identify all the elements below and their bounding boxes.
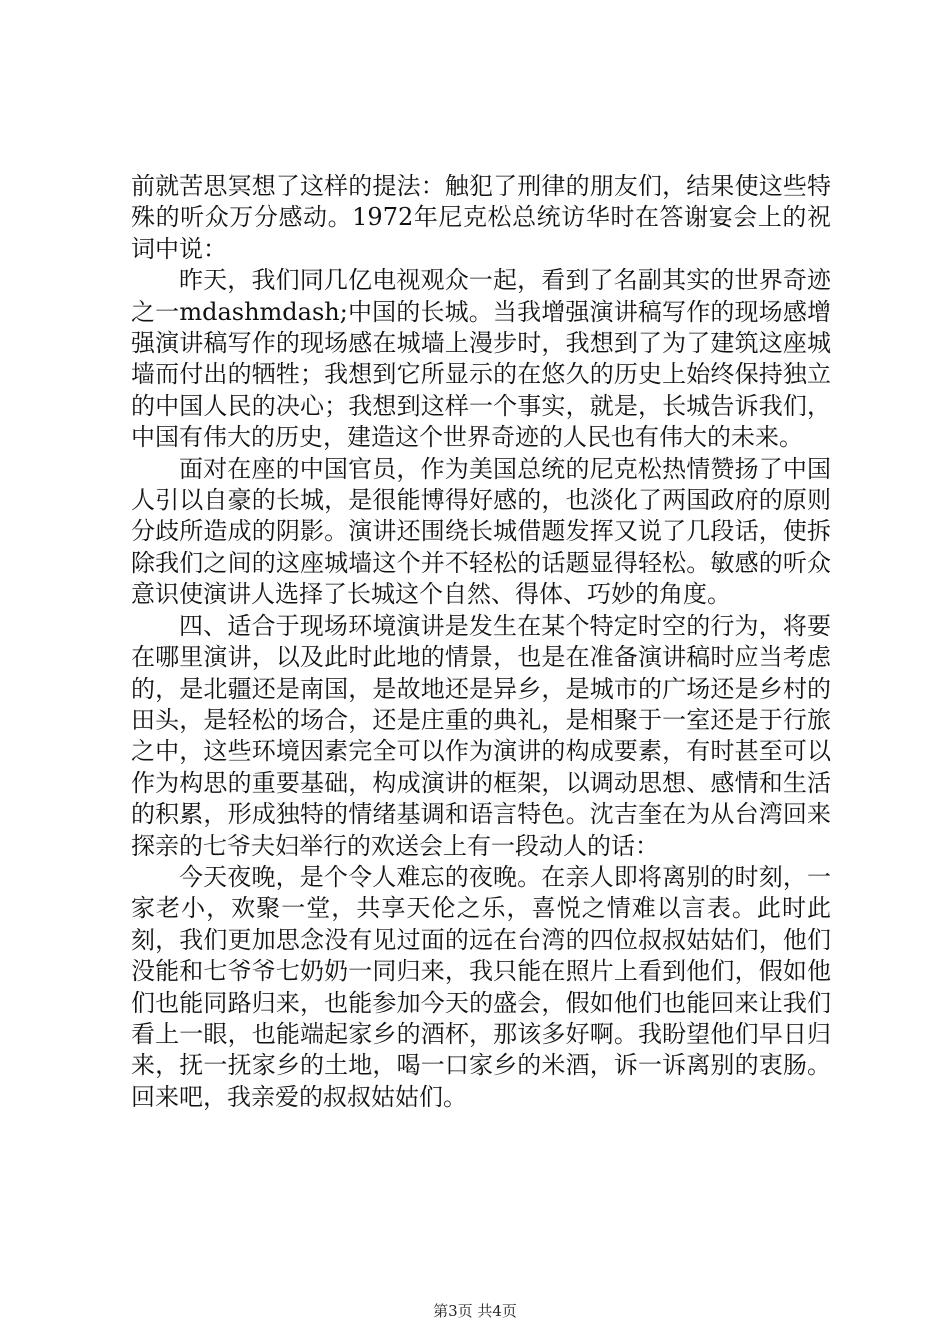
paragraph-5: 今天夜晚，是个令人难忘的夜晚。在亲人即将离别的时刻，一家老小，欢聚一堂，共享天伦之乐，喜悦之情难以言表。此时此刻，我们更加思念没有见过面的远在台湾的四位叔叔姑姑们，他们没能和七爷爷七奶奶一同归来，我只能在照片上看到他们，假如他们也能同路归来，也能参加今天的盛会，假如他们也能回来让我们看上一眼，也能端起家乡的酒杯，那该多好啊。我盼望他们早日归来，抚一抚家乡的土地，喝一口家乡的米酒，诉一诉离别的衷肠。回来吧，我亲爱的叔叔姑姑们。 (131, 862, 831, 1111)
paragraph-3: 面对在座的中国官员，作为美国总统的尼克松热情赞扬了中国人引以自豪的长城，是很能博得好感的，也淡化了两国政府的原则分歧所造成的阴影。演讲还围绕长城借题发挥又说了几段话，使拆除我们之间的这座城墙这个并不轻松的话题显得轻松。敏感的听众意识使演讲人选择了长城这个自然、得体、巧妙的角度。 (131, 454, 831, 609)
body-text (131, 171, 831, 1113)
page-footer: 第3页 共4页 (433, 1302, 517, 1320)
paragraph-2: 昨天，我们同几亿电视观众一起，看到了名副其实的世界奇迹之一mdashmdash;中国的长城。当我增强演讲稿写作的现场感增强演讲稿写作的现场感在城墙上漫步时，我想到了为了建筑这座城墙而付出的牺牲；我想到它所显示的在悠久的历史上始终保持独立的中国人民的决心；我想到这样一个事实，就是，长城告诉我们，中国有伟大的历史，建造这个世界奇迹的人民也有伟大的未来。 (131, 266, 831, 452)
paragraph-4: 四、适合于现场环境演讲是发生在某个特定时空的行为，将要在哪里演讲，以及此时此地的情景，也是在准备演讲稿时应当考虑的，是北疆还是南国，是故地还是异乡，是城市的广场还是乡村的田头，是轻松的场合，还是庄重的典礼，是相聚于一室还是于行旅之中，这些环境因素完全可以作为演讲的构成要素，有时甚至可以作为构思的重要基础，构成演讲的框架，以调动思想、感情和生活的积累，形成独特的情绪基调和语言特色。沈吉奎在为从台湾回来探亲的七爷夫妇举行的欢送会上有一段动人的话： (131, 611, 831, 860)
paragraph-1: 前就苦思冥想了这样的提法：触犯了刑律的朋友们，结果使这些特殊的听众万分感动。1972年尼克松总统访华时在答谢宴会上的祝词中说： (131, 172, 831, 263)
